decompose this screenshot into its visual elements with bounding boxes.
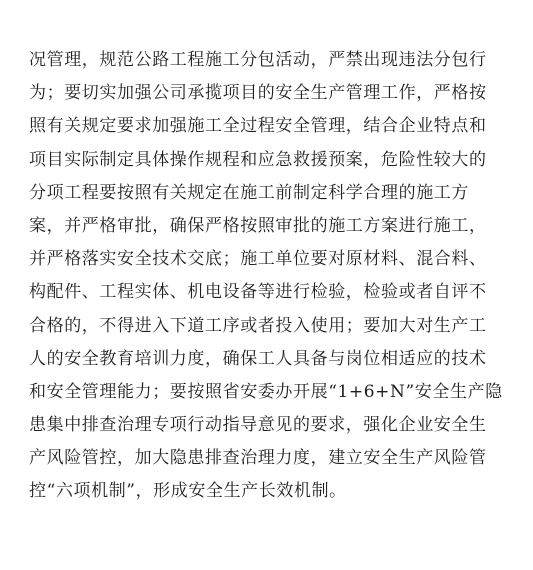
text-line: 并严格落实安全技术交底；施工单位要对原材料、混合料、 [29, 249, 487, 270]
text-line: 构配件、工程实体、机电设备等进行检验，检验或者自评不 [29, 282, 487, 303]
text-line: 况管理，规范公路工程施工分包活动，严禁出现违法分包行 [29, 50, 487, 70]
text-line: 控“六项机制”，形成安全生产长效机制。 [29, 481, 347, 502]
text-line: 和安全管理能力；要按照省安委办开展“1+6+N”安全生产隐 [29, 381, 503, 402]
text-line: 案，并严格审批，确保严格按照审批的施工方案进行施工， [29, 215, 487, 236]
text-line: 照有关规定要求加强施工全过程安全管理，结合企业特点和 [29, 116, 487, 137]
body-paragraph [29, 44, 509, 509]
text-line: 产风险管控，加大隐患排查治理力度，建立安全生产风险管 [29, 448, 487, 469]
text-line: 合格的，不得进入下道工序或者投入使用；要加大对生产工 [29, 315, 487, 336]
text-line: 分项工程要按照有关规定在施工前制定科学合理的施工方 [29, 182, 469, 203]
text-line: 患集中排查治理专项行动指导意见的要求，强化企业安全生 [29, 415, 487, 436]
text-line: 项目实际制定具体操作规程和应急救援预案，危险性较大的 [29, 149, 487, 170]
text-line: 人的安全教育培训力度，确保工人具备与岗位相适应的技术 [29, 348, 487, 369]
text-line: 为；要切实加强公司承揽项目的安全生产管理工作，严格按 [29, 83, 487, 104]
